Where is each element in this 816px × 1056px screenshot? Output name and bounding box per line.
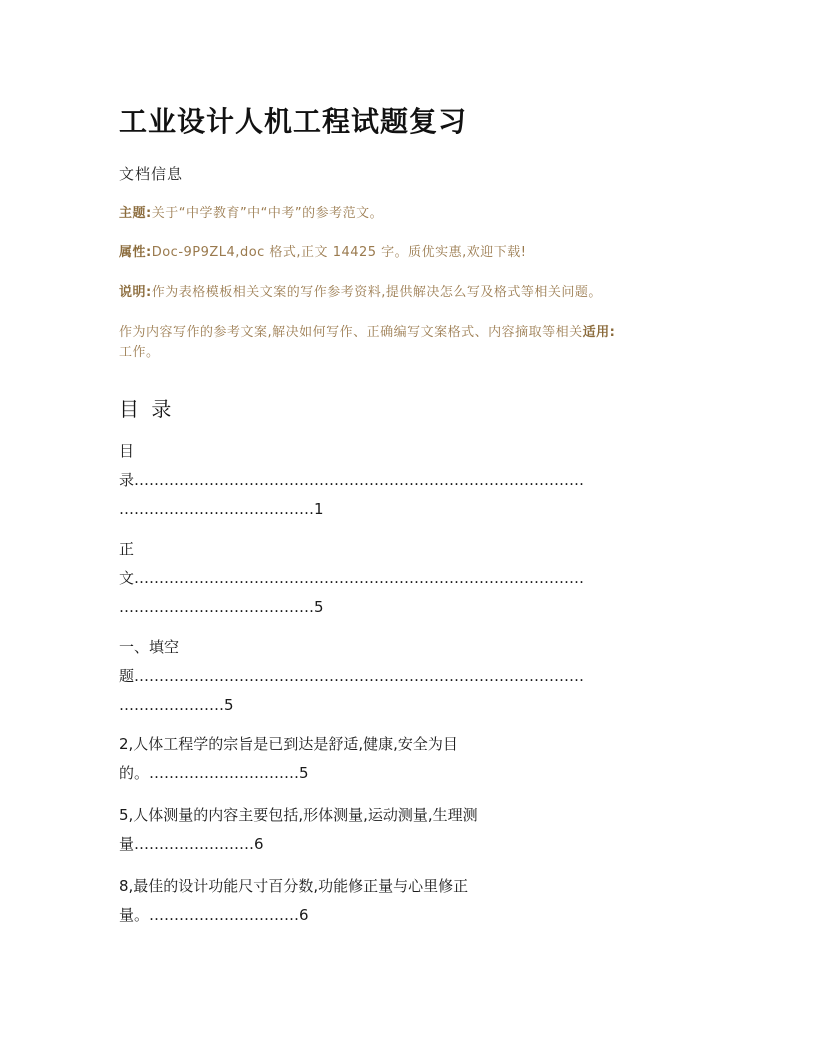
toc-entry-page: …………………5 [119,696,234,714]
toc-entry-page: 的。…………………………5 [119,764,309,782]
toc-entry[interactable] [119,801,704,859]
toc-entry-line: 5,人体测量的内容主要包括,形体测量,运动测量,生理测 [119,806,478,824]
toc-entry[interactable] [119,437,704,524]
meta-usage [119,323,699,363]
meta-subject-key: 主题: [119,206,152,221]
toc-entry-line: 一、填空 [119,638,180,656]
document-info-heading: 文档信息 [119,165,184,183]
toc-entry[interactable] [119,535,704,622]
meta-attributes [119,243,699,263]
toc-entry-page: 量……………………6 [119,835,264,853]
meta-description-key: 说明: [119,285,152,300]
meta-attributes-value: Doc-9P9ZL4,doc 格式,正文 14425 字。质优实惠,欢迎下载! [151,245,527,260]
meta-attributes-key: 属性: [119,245,152,260]
toc-entry-page: …………………………………1 [119,500,324,518]
toc-entry-line: 8,最佳的设计功能尺寸百分数,功能修正量与心里修正 [119,877,469,895]
toc-heading: 目 录 [119,397,175,421]
toc-entry-line: 目 [119,442,135,460]
meta-description [119,283,699,303]
toc-entry[interactable] [119,730,704,788]
meta-usage-suffix: 工作。 [119,345,160,360]
meta-subject [119,204,699,224]
toc-entry[interactable] [119,633,704,720]
meta-usage-prefix: 作为内容写作的参考文案,解决如何写作、正确编写文案格式、内容摘取等相关 [119,325,583,340]
document-title: 工业设计人机工程试题复习 [119,105,468,138]
meta-description-value: 作为表格模板相关文案的写作参考资料,提供解决怎么写及格式等相关问题。 [151,285,602,300]
toc-entry-page: …………………………………5 [119,598,324,616]
toc-entry-line: 2,人体工程学的宗旨是已到达是舒适,健康,安全为目 [119,735,458,753]
toc-entry-line: 正 [119,540,135,558]
toc-entry-line: 题……………………………………………………………………………… [119,667,585,685]
toc-entry-line: 文……………………………………………………………………………… [119,569,585,587]
toc-entry[interactable] [119,872,704,930]
toc-entry-line: 录……………………………………………………………………………… [119,471,585,489]
toc-entry-page: 量。…………………………6 [119,906,309,924]
meta-usage-key: 适用: [582,325,616,340]
meta-subject-value: 关于“中学教育”中“中考”的参考范文。 [151,206,384,221]
